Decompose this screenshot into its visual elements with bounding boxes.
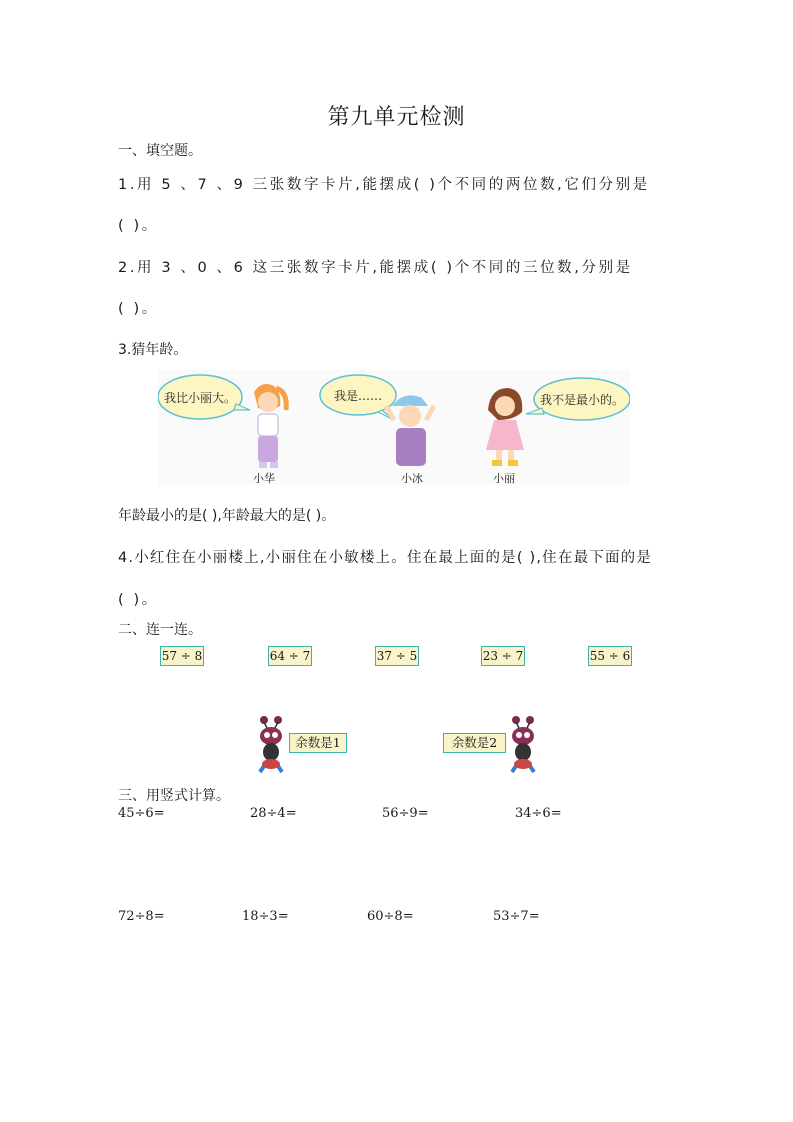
question-1-line-2: ( )。 [118, 218, 159, 234]
division-card-2[interactable]: 64 ÷ 7 [268, 646, 312, 666]
name-xiaoli: 小丽 [493, 472, 515, 485]
question-3-label: 3.猜年龄。 [118, 342, 188, 358]
question-2-line-2: ( )。 [118, 301, 159, 317]
speech-bubble-2 [320, 375, 396, 420]
division-card-3[interactable]: 37 ÷ 5 [375, 646, 419, 666]
page-title: 第九单元检测 [327, 105, 466, 130]
calc-2-2: 18÷3= [242, 909, 289, 924]
calc-2-3: 60÷8= [367, 909, 414, 924]
division-card-1[interactable]: 57 ÷ 8 [160, 646, 204, 666]
name-xiaohua: 小华 [253, 472, 275, 485]
girl-xiaoli-figure [486, 388, 524, 466]
speech-bubble-1 [158, 375, 250, 419]
calc-1-4: 34÷6= [515, 806, 562, 821]
question-1-line-1: 1.用 5 、7 、9 三张数字卡片,能摆成( )个不同的两位数,它们分别是 [118, 177, 650, 193]
age-guess-scene [158, 370, 630, 485]
bubble-2-text: 我是…… [333, 389, 383, 403]
girl-xiaohua-figure [254, 384, 286, 468]
bubble-3-text: 我不是最小的。 [539, 393, 625, 407]
remainder-2-sign[interactable]: 余数是2 [443, 733, 506, 753]
calc-1-1: 45÷6= [118, 806, 165, 821]
name-xiaobing: 小冰 [401, 472, 423, 485]
bubble-1-text: 我比小丽大。 [163, 391, 237, 405]
section-2-heading: 二、连一连。 [118, 622, 202, 638]
calc-2-1: 72÷8= [118, 909, 165, 924]
question-3-answer: 年龄最小的是( ),年龄最大的是( )。 [118, 508, 336, 524]
calc-1-2: 28÷4= [250, 806, 297, 821]
age-guess-illustration [158, 370, 630, 485]
boy-xiaobing-figure [386, 395, 434, 466]
ant-mascot-left [250, 714, 294, 776]
question-4-line-2: ( )。 [118, 592, 159, 608]
question-2-line-1: 2.用 3 、0 、6 这三张数字卡片,能摆成( )个不同的三位数,分别是 [118, 260, 633, 276]
division-card-4[interactable]: 23 ÷ 7 [481, 646, 525, 666]
division-card-5[interactable]: 55 ÷ 6 [588, 646, 632, 666]
remainder-1-sign[interactable]: 余数是1 [289, 733, 347, 753]
speech-bubble-3 [526, 378, 630, 420]
section-1-heading: 一、填空题。 [118, 143, 202, 159]
calc-1-3: 56÷9= [382, 806, 429, 821]
ant-mascot-right [502, 714, 546, 776]
section-3-heading: 三、用竖式计算。 [118, 788, 230, 804]
calc-2-4: 53÷7= [493, 909, 540, 924]
question-4-line-1: 4.小红住在小丽楼上,小丽住在小敏楼上。住在最上面的是( ),住在最下面的是 [118, 550, 653, 566]
